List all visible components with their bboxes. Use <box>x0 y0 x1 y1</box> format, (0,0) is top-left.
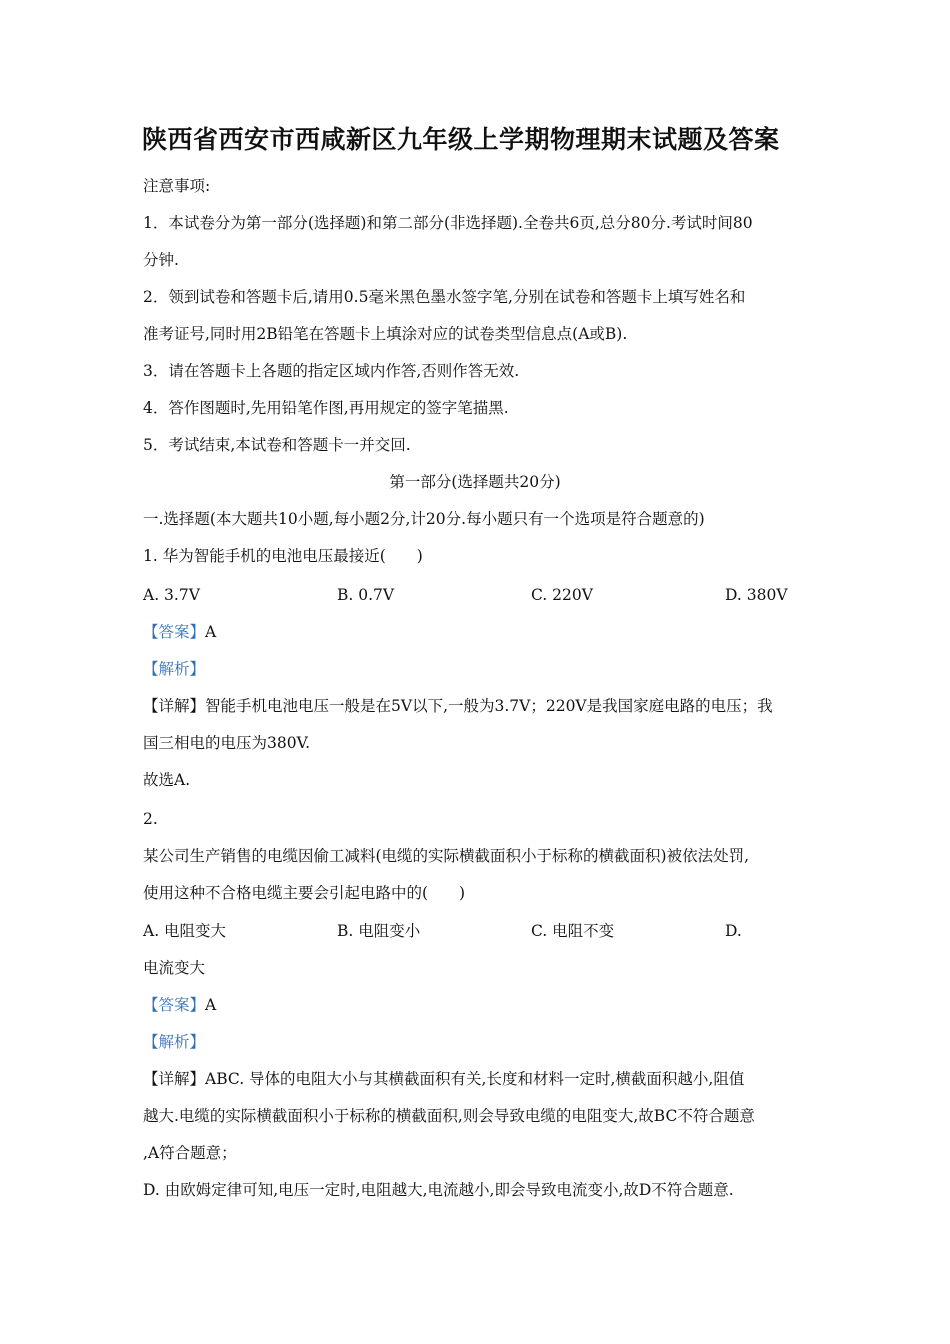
notice-item-5: 5．考试结束,本试卷和答题卡一并交回. <box>143 436 411 454</box>
notice-item-2-line-2: 准考证号,同时用2B铅笔在答题卡上填涂对应的试卷类型信息点(A或B). <box>143 325 628 343</box>
q2-detail-line-2: 越大.电缆的实际横截面积小于标称的横截面积,则会导致电缆的电阻变大,故BC不符合题意 <box>143 1107 755 1125</box>
q1-option-d: D. 380V <box>725 586 788 604</box>
q2-analysis-tag: 【解析】 <box>143 1033 206 1051</box>
q2-option-b: B. 电阻变小 <box>337 922 421 940</box>
q1-answer-value: A <box>205 623 217 641</box>
page-title: 陕西省西安市西咸新区九年级上学期物理期末试题及答案 <box>142 125 780 154</box>
part-heading: 第一部分(选择题共20分) <box>389 473 561 491</box>
q2-number: 2. <box>143 810 158 828</box>
notice-item-4: 4．答作图题时,先用铅笔作图,再用规定的签字笔描黑. <box>143 399 509 417</box>
section-heading: 一.选择题(本大题共10小题,每小题2分,计20分.每小题只有一个选项是符合题意的) <box>143 510 705 528</box>
q1-stem: 1. 华为智能手机的电池电压最接近( ) <box>143 547 423 565</box>
q1-detail-line-2: 国三相电的电压为380V. <box>143 734 310 752</box>
q2-detail-line-4: D. 由欧姆定律可知,电压一定时,电阻越大,电流越小,即会导致电流变小,故D不符合题意. <box>143 1181 734 1199</box>
q2-answer-value: A <box>205 996 217 1014</box>
q2-answer-tag: 【答案】 <box>143 996 206 1014</box>
q1-conclusion: 故选A. <box>143 771 191 789</box>
q2-detail-line-1 <box>143 1068 744 1090</box>
q2-stem-line-1: 某公司生产销售的电缆因偷工减料(电缆的实际横截面积小于标称的横截面积)被依法处罚, <box>143 847 750 865</box>
q1-answer-tag: 【答案】 <box>143 623 206 641</box>
q2-detail-text-1: ABC. 导体的电阻大小与其横截面积有关,长度和材料一定时,横截面积越小,阻值 <box>205 1070 745 1088</box>
q2-answer <box>143 994 216 1016</box>
q2-option-d: D. <box>725 922 742 940</box>
q2-stem-line-2: 使用这种不合格电缆主要会引起电路中的( ) <box>143 884 466 902</box>
notice-item-1-line-1: 1．本试卷分为第一部分(选择题)和第二部分(非选择题).全卷共6页,总分80分.考试时间80 <box>143 214 753 232</box>
q1-answer <box>143 621 216 643</box>
q1-detail-text-1: 智能手机电池电压一般是在5V以下,一般为3.7V；220V是我国家庭电路的电压；我 <box>205 697 773 715</box>
q2-detail-line-3: ,A符合题意； <box>143 1144 237 1162</box>
q1-analysis-tag: 【解析】 <box>143 660 206 678</box>
q1-option-b: B. 0.7V <box>337 586 395 604</box>
notice-item-3: 3．请在答题卡上各题的指定区域内作答,否则作答无效. <box>143 362 520 380</box>
q1-detail-line-1 <box>143 695 773 717</box>
q2-option-d-text: 电流变大 <box>143 959 206 977</box>
notice-item-1-line-2: 分钟. <box>143 251 179 269</box>
notice-heading: 注意事项: <box>143 177 211 195</box>
q2-option-a: A. 电阻变大 <box>143 922 227 940</box>
notice-item-2-line-1: 2．领到试卷和答题卡后,请用0.5毫米黑色墨水签字笔,分别在试卷和答题卡上填写姓名和 <box>143 288 746 306</box>
q2-detail-tag: 【详解】 <box>143 1070 206 1088</box>
q2-option-c: C. 电阻不变 <box>531 922 615 940</box>
q1-option-a: A. 3.7V <box>143 586 200 604</box>
q1-detail-tag: 【详解】 <box>143 697 206 715</box>
q1-option-c: C. 220V <box>531 586 593 604</box>
